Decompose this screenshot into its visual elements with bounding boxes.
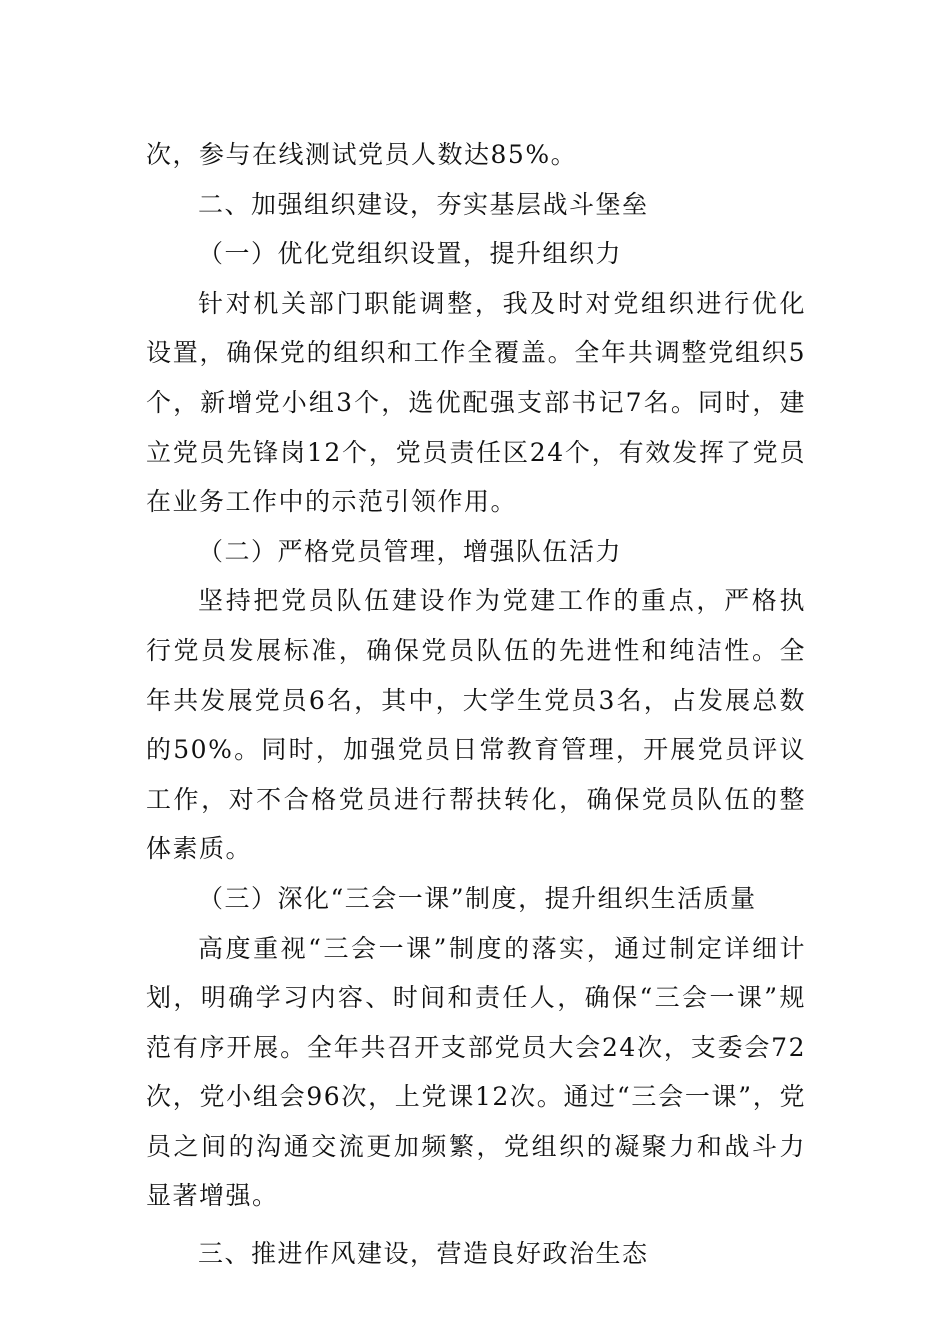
section-gap — [146, 1221, 806, 1229]
paragraph-continuation: 次，参与在线测试党员人数达85%。 — [146, 140, 578, 169]
subsection-heading-2-1: （一）优化党组织设置，提升组织力 — [198, 239, 623, 269]
section-heading-2: 二、加强组织建设，夯实基层战斗堡垒 — [198, 189, 649, 219]
paragraph-2-2: 坚持把党员队伍建设作为党建工作的重点，严格执行党员发展标准，确保党员队伍的先进性和纯洁性。全年共发展党员6名，其中，大学生党员3名，占发展总数的50%。同时，加强党员日常教育管理，开展党员评议工作，对不合格党员进行帮扶转化，确保党员队伍的整体素质。 — [146, 586, 806, 864]
document-body — [146, 130, 806, 1279]
paragraph-2-1: 针对机关部门职能调整，我及时对党组织进行优化设置，确保党的组织和工作全覆盖。全年共调整党组织5个，新增党小组3个，选优配强支部书记7名。同时，建立党员先锋岗12个，党员责任区24个，有效发挥了党员在业务工作中的示范引领作用。 — [146, 288, 806, 517]
subsection-heading-2-3: （三）深化“三会一课”制度，提升组织生活质量 — [198, 883, 757, 913]
subsection-heading-2-2: （二）严格党员管理，增强队伍活力 — [198, 536, 623, 566]
paragraph-2-3: 高度重视“三会一课”制度的落实，通过制定详细计划，明确学习内容、时间和责任人，确保“三会一课”规范有序开展。全年共召开支部党员大会24次，支委会72次，党小组会96次，上党课12次。通过“三会一课”，党员之间的沟通交流更加频繁，党组织的凝聚力和战斗力显著增强。 — [146, 933, 806, 1211]
section-heading-3: 三、推进作风建设，营造良好政治生态 — [198, 1239, 649, 1269]
